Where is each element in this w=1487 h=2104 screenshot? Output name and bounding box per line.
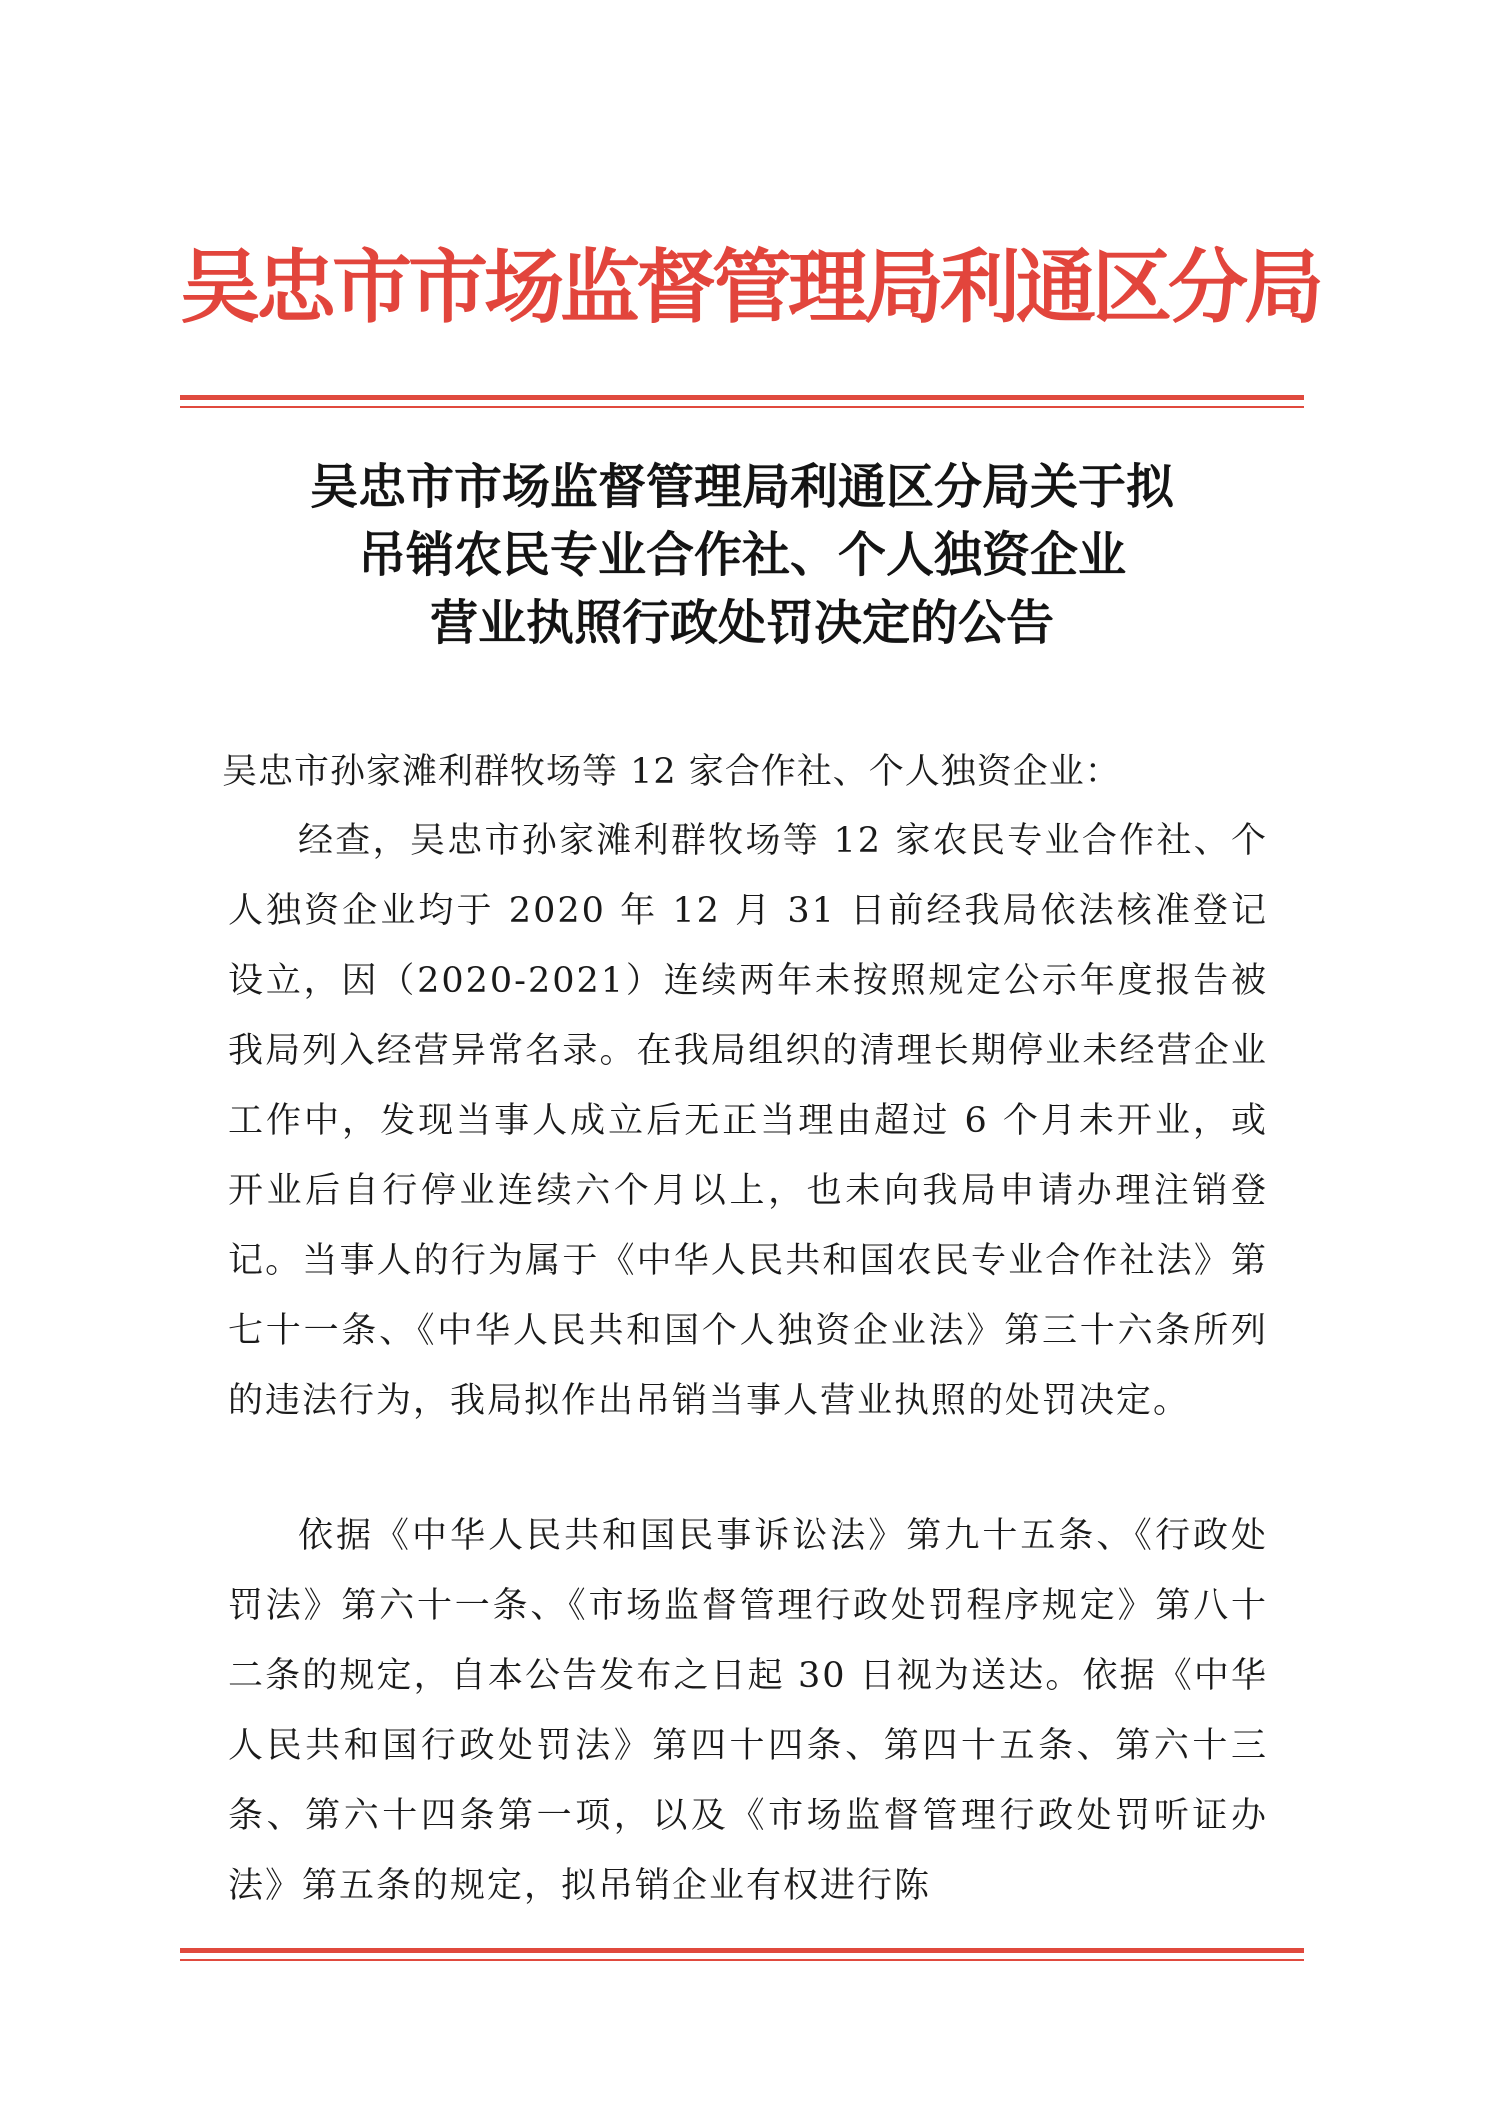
footer-divider [180,1948,1304,1961]
notice-title [180,453,1304,657]
body-paragraph-1: 经查，吴忠市孙家滩利群牧场等 12 家农民专业合作社、个人独资企业均于 2020 年 12 月 31 日前经我局依法核准登记设立，因（2020-2021）连续两年未按照规定公示年度报告被我局列入经营异常名录。在我局组织的清理长期停业未经营企业工作中，发现当事人成立后无正当理由超过 6 个月未开业，或开业后自行停业连续六个月以上，也未向我局申请办理注销登记。当事人的行为属于《中华人民共和国农民专业合作社法》第七十一条、《中华人民共和国个人独资企业法》第三十六条所列的违法行为，我局拟作出吊销当事人营业执照的处罚决定。 [228,821,1268,1421]
masthead-divider [180,395,1304,408]
title-line: 营业执照行政处罚决定的公告 [429,595,1054,651]
title-line: 吊销农民专业合作社、个人独资企业 [357,527,1126,583]
addressee: 吴忠市孙家滩利群牧场等 12 家合作社、个人独资企业： [222,752,1121,792]
title-line: 吴忠市市场监督管理局利通区分局关于拟 [309,459,1174,515]
agency-masthead: 吴忠市市场监督管理局利通区分局 [180,241,1320,334]
body-paragraph-2: 依据《中华人民共和国民事诉讼法》第九十五条、《行政处罚法》第六十一条、《市场监督管理行政处罚程序规定》第八十二条的规定，自本公告发布之日起 30 日视为送达。依据《中华人民共和国行政处罚法》第四十四条、第四十五条、第六十三条、第六十四条第一项，以及《市场监督管理行政处罚听证办法》第五条的规定，拟吊销企业有权进行陈 [228,1516,1268,1906]
